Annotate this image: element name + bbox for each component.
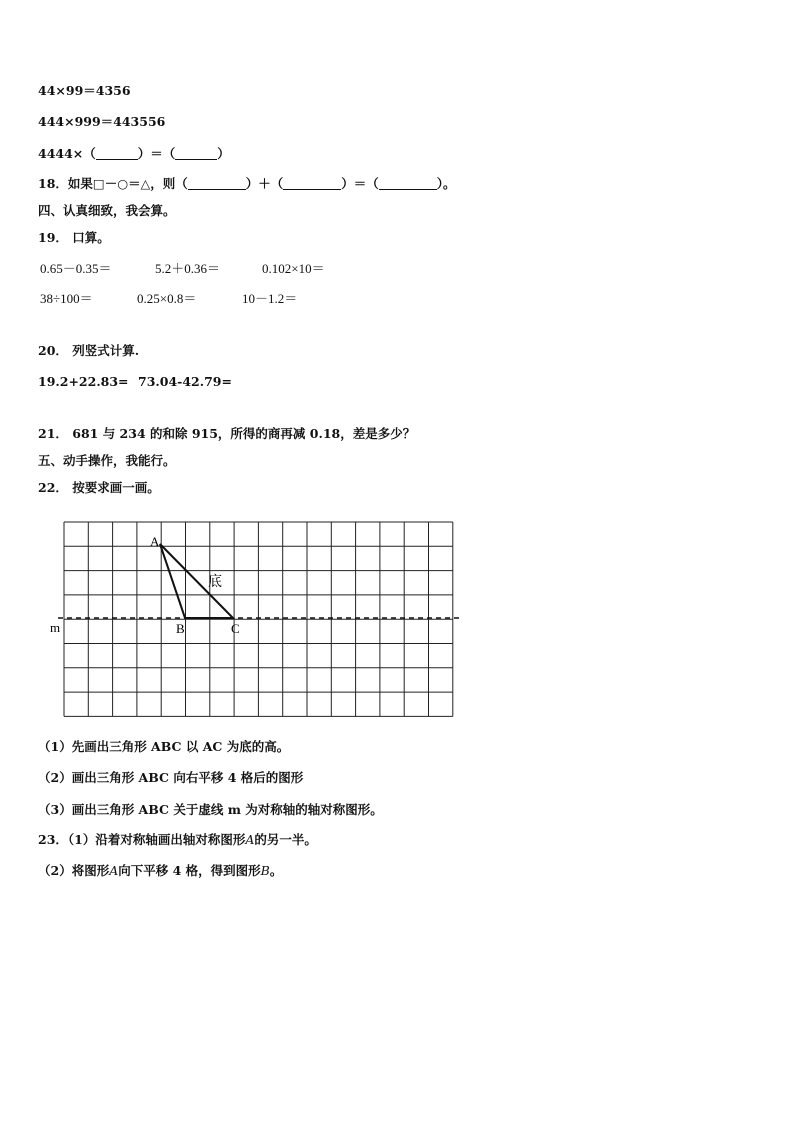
vertical-calc-item: 19.2+22.83= xyxy=(38,374,129,389)
answer-blank[interactable] xyxy=(379,177,437,190)
pattern-line-2: 444×999＝443556 xyxy=(38,114,166,129)
vertical-calc-item: 73.04-42.79= xyxy=(138,374,232,389)
section-5-heading: 五、动手操作，我能行。 xyxy=(38,453,176,468)
section-4-heading: 四、认真细致，我会算。 xyxy=(38,203,176,218)
figure-a-label: A xyxy=(245,832,255,847)
figure-b-label: B xyxy=(260,863,270,878)
question-20-title: 20． 列竖式计算. xyxy=(38,343,140,358)
answer-blank[interactable] xyxy=(188,177,246,190)
grid-lines xyxy=(64,522,453,716)
pattern-line-3-suffix: ） xyxy=(217,146,230,161)
base-label: 底 xyxy=(208,574,222,590)
grid-figure[interactable] xyxy=(48,518,468,720)
question-19-title: 19． 口算。 xyxy=(38,230,110,245)
vertex-label-c: C xyxy=(231,621,240,636)
question-18 xyxy=(38,176,456,192)
oral-calc-item: 0.65－0.35＝ xyxy=(40,261,112,276)
question-22-title: 22． 按要求画一画。 xyxy=(38,480,160,495)
pattern-line-3 xyxy=(38,146,230,162)
question-22-sub-2: （2）画出三角形 ABC 向右平移 4 格后的图形 xyxy=(38,770,304,785)
question-21: 21． 681 与 234 的和除 915，所得的商再减 0.18，差是多少？ xyxy=(38,426,416,441)
answer-blank[interactable] xyxy=(283,177,341,190)
oral-calc-item: 0.25×0.8＝ xyxy=(137,291,197,306)
oral-calc-item: 0.102×10＝ xyxy=(262,261,325,276)
oral-calc-item: 5.2＋0.36＝ xyxy=(155,261,221,276)
vertex-label-a: A xyxy=(150,534,160,549)
question-23-sub-2-text: （2）将图形 xyxy=(38,863,110,878)
pattern-line-3-mid: ）＝（ xyxy=(137,146,176,161)
pattern-line-3-prefix: 4444×（ xyxy=(38,146,96,161)
oral-calc-item: 38÷100＝ xyxy=(40,291,93,306)
triangle-abc xyxy=(160,544,233,618)
oral-calc-item: 10－1.2＝ xyxy=(242,291,298,306)
question-22-sub-3: （3）画出三角形 ABC 关于虚线 m 为对称轴的轴对称图形。 xyxy=(38,802,383,817)
question-23-sub-1 xyxy=(38,832,317,848)
question-23-sub-2-mid: 向下平移 4 格，得到图形 xyxy=(118,863,261,878)
answer-blank[interactable] xyxy=(96,147,138,160)
question-23-sub-2-end: 。 xyxy=(269,863,283,878)
question-18-end: ）。 xyxy=(436,176,456,191)
pattern-line-1: 44×99＝4356 xyxy=(38,83,131,98)
vertex-label-b: B xyxy=(176,621,185,636)
figure-a-label: A xyxy=(109,863,119,878)
axis-label-m: m xyxy=(50,620,61,635)
question-18-prefix: 18．如果□－○＝△，则（ xyxy=(38,176,188,191)
question-23-sub-2 xyxy=(38,863,282,879)
question-22-sub-1: （1）先画出三角形 ABC 以 AC 为底的高。 xyxy=(38,739,290,754)
question-23-sub-1-end: 的另一半。 xyxy=(254,832,317,847)
answer-blank[interactable] xyxy=(175,147,217,160)
question-18-plus: ）＋（ xyxy=(245,176,284,191)
question-18-equals: ）＝（ xyxy=(341,176,379,191)
question-23-sub-1-text: 23．（1）沿着对称轴画出轴对称图形 xyxy=(38,832,246,847)
